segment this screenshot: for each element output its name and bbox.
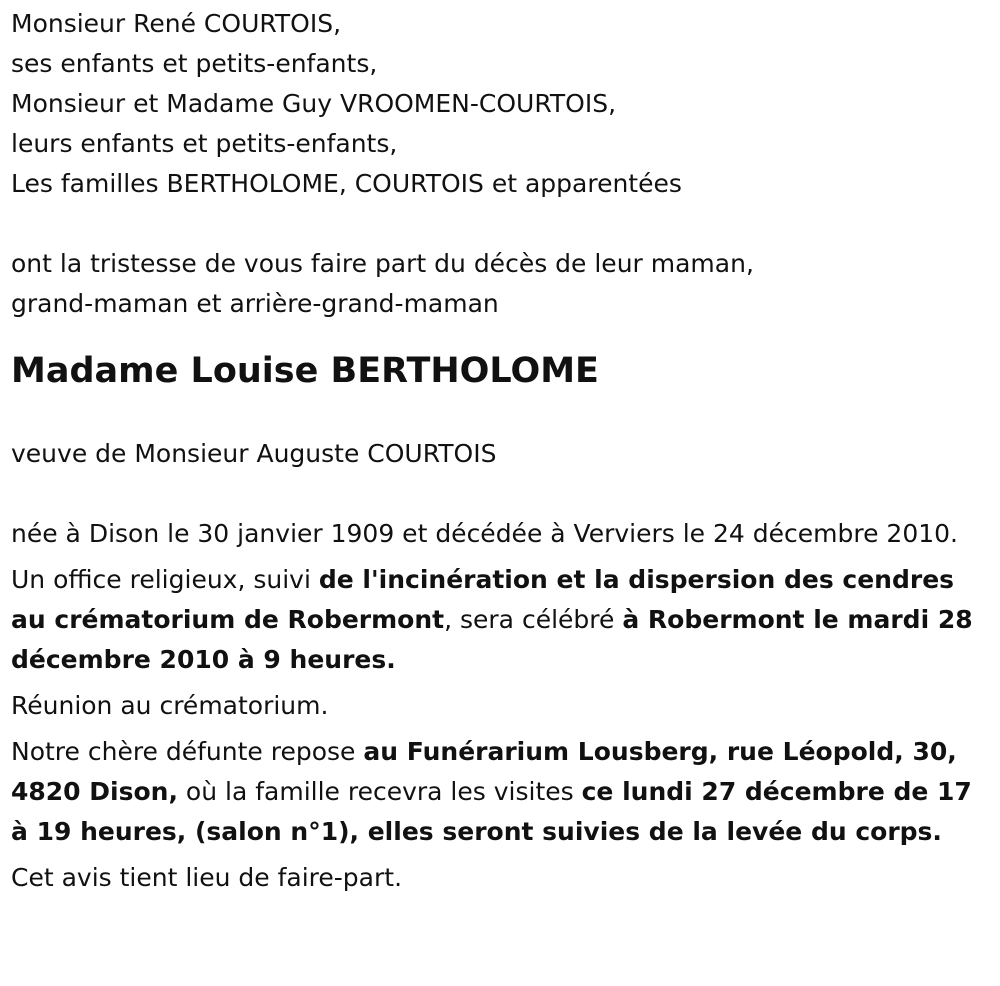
- announcement-line: ont la tristesse de vous faire part du décès de leur maman,: [11, 249, 754, 278]
- family-list: [11, 4, 991, 204]
- obituary-notice: [11, 4, 991, 898]
- widow-of: veuve de Monsieur Auguste COURTOIS: [11, 439, 497, 468]
- family-line: Monsieur et Madame Guy VROOMEN-COURTOIS,: [11, 89, 617, 118]
- closing-line: Cet avis tient lieu de faire-part.: [11, 863, 403, 892]
- visits-bold-place: au Funérarium Lousberg, rue Léopold, 30, 4820 Dison,: [11, 737, 957, 806]
- service-text: , sera célébré: [444, 605, 623, 634]
- visits-text: où la famille recevra les visites: [177, 777, 582, 806]
- family-line: leurs enfants et petits-enfants,: [11, 129, 398, 158]
- family-line: ses enfants et petits-enfants,: [11, 49, 378, 78]
- announcement: [11, 244, 991, 324]
- visits-bold-time: ce lundi 27 décembre de 17 à 19 heures, (salon n°1), elles seront suivies de la levée du corps.: [11, 777, 972, 846]
- family-line: Les familles BERTHOLOME, COURTOIS et apparentées: [11, 169, 682, 198]
- visits-text: Notre chère défunte repose: [11, 737, 364, 766]
- deceased-name: Madame Louise BERTHOLOME: [11, 351, 599, 391]
- visits-paragraph: [11, 732, 991, 852]
- announcement-line: grand-maman et arrière-grand-maman: [11, 289, 499, 318]
- service-text: Un office religieux, suivi: [11, 565, 319, 594]
- service-paragraph: [11, 560, 991, 680]
- family-line: Monsieur René COURTOIS,: [11, 9, 342, 38]
- birth-death-dates: née à Dison le 30 janvier 1909 et décédée à Verviers le 24 décembre 2010.: [11, 519, 958, 548]
- service-bold-date: à Robermont le mardi 28 décembre 2010 à 9 heures.: [11, 605, 973, 674]
- service-bold-location: de l'incinération et la dispersion des cendres au crématorium de Robermont: [11, 565, 955, 634]
- meeting-paragraph: Réunion au crématorium.: [11, 691, 329, 720]
